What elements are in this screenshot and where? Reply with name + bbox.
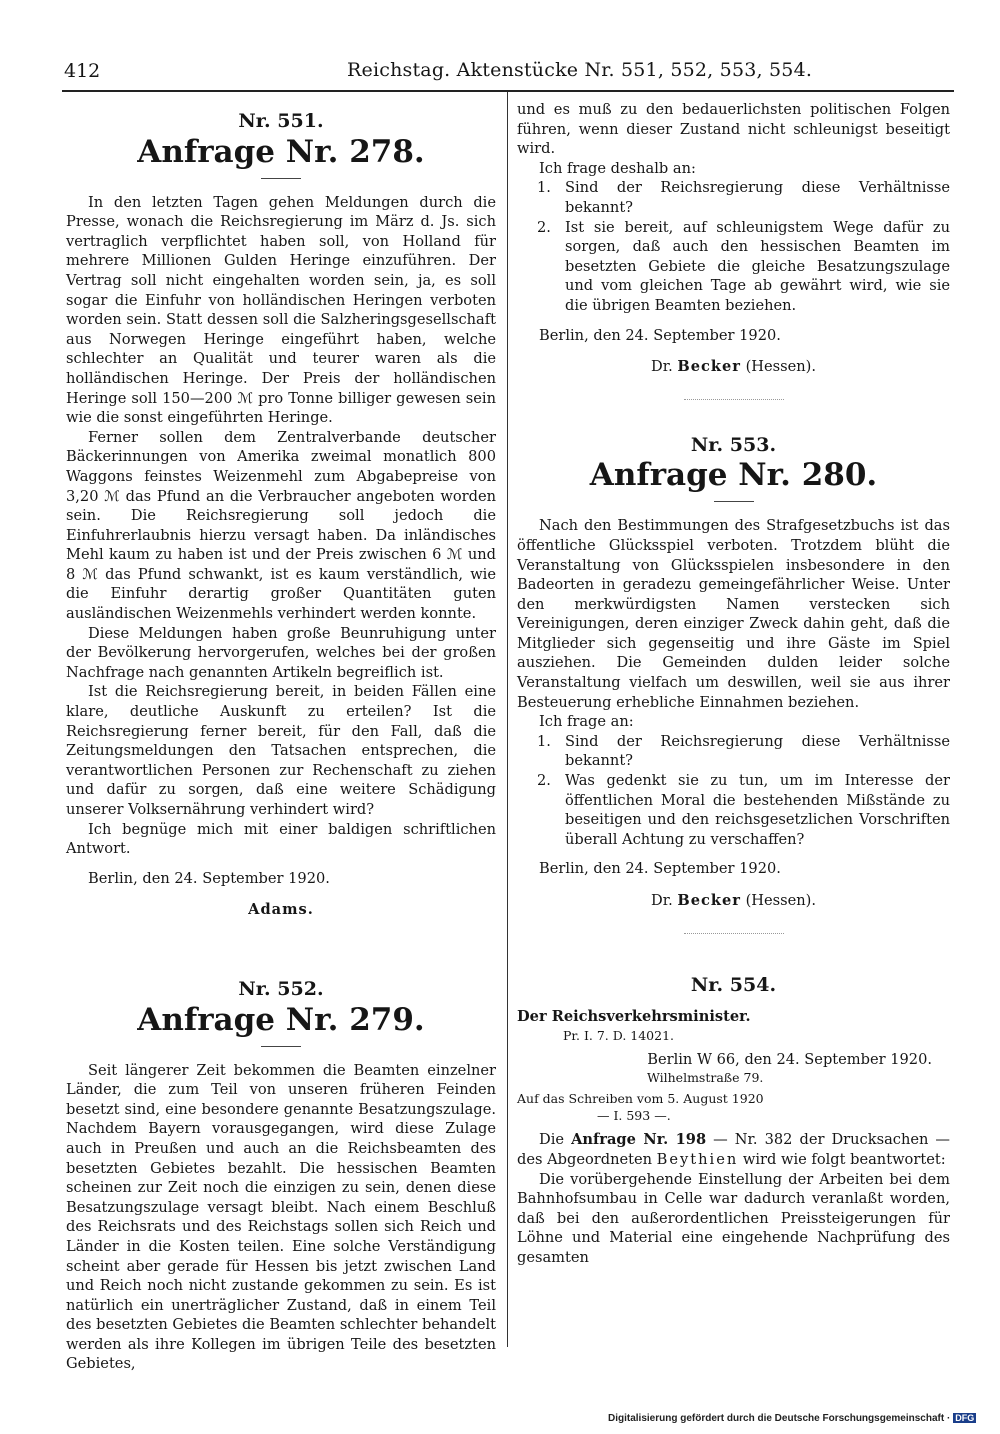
signature-prefix: Dr.	[651, 892, 673, 909]
item-number: 1.	[537, 179, 551, 197]
question-intro: Ich frage an:	[539, 713, 634, 731]
short-rule	[261, 1046, 301, 1047]
place-date: Berlin W 66, den 24. September 1920.	[647, 1050, 932, 1068]
short-rule	[714, 501, 754, 502]
list-item	[517, 732, 950, 771]
document-552-continued	[517, 100, 950, 400]
signature-suffix: (Hessen).	[745, 892, 816, 909]
signature-name: Becker	[677, 892, 741, 909]
dfg-logo: DFG	[955, 1413, 975, 1423]
item-number: 2.	[537, 772, 551, 790]
paragraph: Ferner sollen dem Zentralverbande deutscher Bäckerinnungen von Amerika zweimal monatlich 800 Waggons feinstes Weizenmehl zum Abgabepreise von 3,20 ℳ das Pfund an die Verbraucher angeboten worden sein. Die Reichsregierung soll jedoch die Einfuhrerlaubnis hierzu versagt haben. Da inländisches Mehl kaum zu haben ist und der Preis zwischen 6 ℳ und 8 ℳ das Pfund schwankt, ist es kaum verständlich, wie die Einfuhr derartig großer Quantitäten guten ausländischen Weizenmehls verhindert werden konnte.	[66, 428, 496, 623]
street: Wilhelmstraße 79.	[647, 1070, 764, 1086]
left-column	[66, 112, 496, 1374]
page-header	[62, 58, 952, 88]
letter-reference: Auf das Schreiben vom 5. August 1920	[517, 1091, 764, 1107]
item-text: Sind der Reichsregierung diese Verhältnisse bekannt?	[565, 732, 950, 770]
doc-number: Nr. 554.	[690, 973, 777, 996]
document-552	[66, 977, 496, 1374]
paragraph: Die vorübergehende Einstellung der Arbeiten bei dem Bahnhofsumbau in Celle war dadurch veranlaßt worden, daß bei den außerordentlichen Preissteigerungen für Löhne und Material eine eingehende Nachprüfung des gesamten	[517, 1170, 950, 1266]
authority: Der Reichsverkehrsminister.	[517, 1008, 751, 1026]
doc-number: Nr. 551.	[238, 110, 324, 132]
doc-title: Anfrage Nr. 279.	[137, 1001, 425, 1038]
date-line: Berlin, den 24. September 1920.	[539, 860, 781, 878]
list-item	[517, 771, 950, 849]
separator	[684, 933, 784, 934]
date-line: Berlin, den 24. September 1920.	[88, 869, 330, 887]
item-number: 1.	[537, 732, 551, 750]
document-551	[66, 112, 496, 920]
list-item	[517, 178, 950, 217]
doc-number: Nr. 553.	[690, 433, 777, 456]
answer-intro	[517, 1130, 950, 1169]
page-number: 412	[64, 60, 101, 82]
digitization-footer: Digitalisierung gefördert durch die Deutsche Forschungsgemeinschaft · DFG	[608, 1413, 975, 1424]
signature	[66, 900, 496, 920]
intro-reference: Anfrage Nr. 198	[571, 1131, 707, 1149]
doc-number: Nr. 552.	[238, 977, 324, 1000]
header-rule	[62, 90, 954, 92]
paragraph: und es muß zu den bedauerlichsten politischen Folgen führen, wenn dieser Zustand nicht schleunigst beseitigt wird.	[517, 101, 950, 158]
question-intro: Ich frage deshalb an:	[539, 159, 696, 177]
deputy-name: Beythien	[656, 1150, 739, 1168]
intro-text: — Nr. 382 der Drucksachen — des Abgeordneten	[517, 1131, 951, 1168]
paragraph: Seit längerer Zeit bekommen die Beamten einzelner Länder, die zum Teil von unseren früheren Feinden besetzt sind, eine besondere genannte Besatzungszulage. Nachdem Bayern vorausgegangen, wird diese Zulage auch in Preußen und auch an die Reichsbeamten des besetzten Gebietes bezahlt. Die hessischen Beamten scheinen zur Zeit noch die einzigen zu sein, denen diese Besatzungszulage versagt bleibt. Nach einem Beschluß des Reichsrats und des Reichstags sollen sich Reich und Länder in die Kosten teilen. Eine solche Verständigung scheint aber gerade für Hessen bis jetzt zwischen Land und Reich noch nicht zustande gekommen zu sein. Es ist natürlich ein unerträglicher Zustand, daß in einem Teil des besetzten Gebietes die Beamten schlechter behandelt werden als ihre Kollegen im übrigen Teile des besetzten Gebietes,	[66, 1061, 496, 1373]
document-553	[517, 433, 950, 934]
paragraph: Nach den Bestimmungen des Strafgesetzbuchs ist das öffentliche Glücksspiel verboten. Trotzdem blüht die Veranstaltung von Glücksspielen insbesondere in den Badeorten in geradezu gemeingefährlicher Weise. Unter den merkwürdigsten Namen verstecken sich Vereinigungen, deren einziger Zweck dahin geht, daß die Mitglieder sich gegenseitig und ihre Gäste im Spiel ausziehen. Die Gemeinden dulden leider solche Veranstaltung vielfach um deswillen, weil sie aus ihrer Besteuerung erhebliche Einnahmen beziehen.	[517, 517, 950, 711]
doc-title: Anfrage Nr. 280.	[589, 457, 878, 494]
signature	[517, 891, 950, 911]
intro-prefix: Die	[539, 1131, 565, 1149]
question-list	[517, 178, 950, 315]
date-line: Berlin, den 24. September 1920.	[539, 326, 781, 344]
paragraph: In den letzten Tagen gehen Meldungen durch die Presse, wonach die Reichsregierung im März d. Js. sich vertraglich verpflichtet haben soll, von Holland für mehrere Millionen Gulden Heringe einzuführen. Der Vertrag soll nicht eingehalten worden sein, ja, es soll sogar die Einfuhr von holländischen Heringen verboten worden sein. Statt dessen soll die Salzheringsgesellschaft aus Norwegen Heringe eingeführt haben, welche schlechter an Qualität und teurer waren als die holländischen Heringe. Der Preis der holländischen Heringe soll 150—200 ℳ pro Tonne billiger gewesen sein wie die sonst eingeführten Heringe.	[66, 193, 496, 427]
separator	[684, 399, 784, 400]
signature-name: Becker	[677, 358, 741, 376]
letter-number: — I. 593 —.	[597, 1108, 671, 1124]
signature-prefix: Dr.	[651, 358, 673, 376]
list-item	[517, 218, 950, 316]
footer-text: Digitalisierung gefördert durch die Deutsche Forschungsgemeinschaft	[608, 1413, 945, 1424]
signature-name: Adams.	[248, 901, 314, 919]
intro-end: wird wie folgt beantwortet:	[742, 1150, 946, 1168]
paragraph: Ist die Reichsregierung bereit, in beiden Fällen eine klare, deutliche Auskunft zu erteilen? Ist die Reichsregierung ferner bereit, für den Fall, daß die Zeitungsmeldungen den Tatsachen entsprechen, die verantwortlichen Personen zur Rechenschaft zu ziehen und dafür zu sorgen, daß eine weitere Schädigung unserer Volksernährung verhindert wird?	[66, 683, 496, 818]
right-column	[517, 100, 950, 1268]
running-title: Reichstag. Aktenstücke Nr. 551, 552, 553, 554.	[347, 59, 813, 81]
item-text: Sind der Reichsregierung diese Verhältnisse bekannt?	[565, 179, 950, 216]
column-divider	[507, 92, 508, 1347]
doc-title: Anfrage Nr. 278.	[137, 133, 425, 170]
paragraph: Diese Meldungen haben große Beunruhigung unter der Bevölkerung hervorgerufen, welches bei der großen Nachfrage nach genannten Artikeln begreiflich ist.	[66, 624, 496, 681]
signature-suffix: (Hessen).	[745, 358, 816, 376]
item-text: Ist sie bereit, auf schleunigstem Wege dafür zu sorgen, daß auch den hessischen Beamten im besetzten Gebiete die gleiche Besatzungszulage und vom gleichen Tage ab gewährt wird, wie sie die übrigen Beamten beziehen.	[565, 218, 950, 314]
document-554	[517, 973, 951, 1268]
item-number: 2.	[537, 218, 551, 236]
paragraph: Ich begnüge mich mit einer baldigen schriftlichen Antwort.	[66, 820, 496, 858]
reference-number: Pr. I. 7. D. 14021.	[563, 1027, 675, 1043]
item-text: Was gedenkt sie zu tun, um im Interesse der öffentlichen Moral die bestehenden Mißstände zu beseitigen und den reichsgesetzlichen Vorschriften überall Achtung zu verschaffen?	[565, 772, 950, 848]
signature	[517, 357, 950, 377]
question-list	[517, 732, 950, 850]
short-rule	[261, 178, 301, 179]
